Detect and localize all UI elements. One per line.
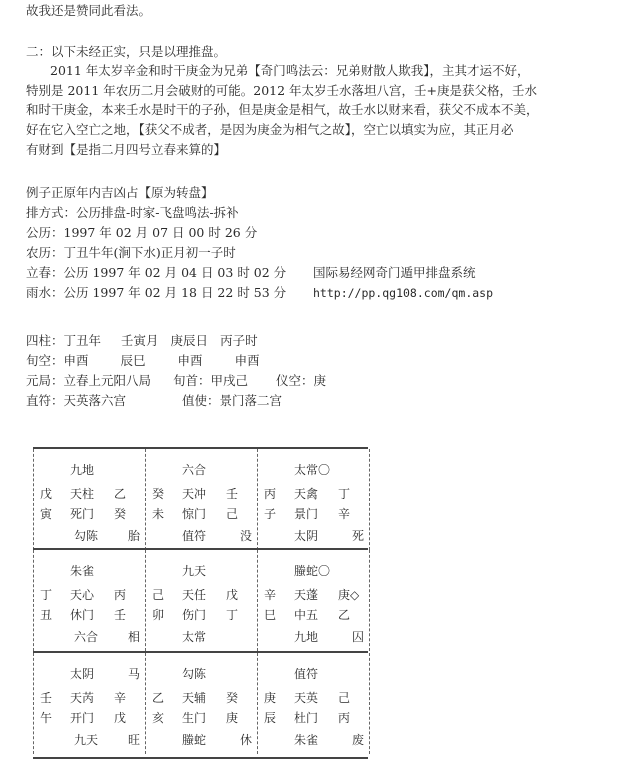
palace-cell: 值符 庚 天英 己 辰 杜门 丙 朱雀 废 — [257, 653, 370, 754]
paragraph-line: 2011 年太岁辛金和时干庚金为兄弟【奇门鸣法云：兄弟财散人欺我】，主其才运不好， — [50, 63, 530, 78]
palace-cell: 螣蛇〇 辛 天蓬 庚◇ 巳 中五 乙 九地 囚 — [257, 550, 370, 651]
xunkong-row: 旬空：申酉 辰巳 申酉 申酉 — [26, 353, 260, 368]
palace-cell: 勾陈 乙 天辅 癸 亥 生门 庚 螣蛇 休 — [145, 653, 257, 754]
gregorian-date: 公历：1997 年 02 月 07 日 00 时 26 分 — [26, 225, 258, 240]
chart-title: 例子正原年内吉凶占【原为转盘】 — [26, 185, 214, 200]
grid-row — [33, 449, 368, 550]
palace-cell: 六合 癸 天冲 壬 未 惊门 己 值符 没 — [145, 449, 257, 550]
yuanju-row: 元局：立春上元阳八局 旬首：甲戌己 仪空：庚 — [26, 373, 327, 388]
grid-row — [33, 548, 368, 651]
qimen-chart-grid — [33, 447, 368, 759]
zhifu-row: 直符：天英落六宫 值使：景门落二宫 — [26, 393, 283, 408]
paragraph-line: 和时干庚金，本来壬水是时干的子孙，但是庚金是相气，故壬水以财来看，获父不成本不美， — [26, 102, 539, 117]
paragraph-line: 故我还是赞同此看法。 — [26, 3, 152, 18]
palace-cell: 九地 戊 天柱 乙 寅 死门 癸 勾陈 胎 — [33, 449, 145, 550]
palace-cell: 太常〇 丙 天禽 丁 子 景门 辛 太阴 死 — [257, 449, 370, 550]
section-heading: 二：以下未经正实，只是以理推盘。 — [26, 44, 227, 59]
lichun-date: 立春：公历 1997 年 02 月 04 日 03 时 02 分 — [26, 265, 287, 280]
chart-method: 排方式：公历排盘-时家-飞盘鸣法-拆补 — [26, 205, 239, 220]
yushui-date: 雨水：公历 1997 年 02 月 18 日 22 时 53 分 — [26, 285, 287, 300]
sizhu-row: 四柱：丁丑年 壬寅月 庚辰日 丙子时 — [26, 333, 258, 348]
paragraph-line: 特别是 2011 年农历二月会破财的可能。2012 年太岁壬水落坦八宫，壬+庚是获父格，壬水 — [26, 83, 538, 98]
system-name: 国际易经网奇门遁甲排盘系统 — [313, 265, 476, 280]
system-url[interactable]: http://pp.qg108.com/qm.asp — [313, 286, 494, 300]
paragraph-line: 好在它入空亡之地，【获父不成者，是因为庚金为相气之故】，空亡以填实为应，其正月必 — [26, 122, 514, 137]
grid-row — [33, 651, 368, 754]
palace-cell: 九天 己 天任 戊 卯 伤门 丁 太常 — [145, 550, 257, 651]
palace-cell: 太阴 马 壬 天芮 辛 午 开门 戊 九天 旺 — [33, 653, 145, 754]
lunar-date: 农历：丁丑牛年(涧下水)正月初一子时 — [26, 245, 236, 260]
palace-cell: 朱雀 丁 天心 丙 丑 休门 壬 六合 相 — [33, 550, 145, 651]
paragraph-line: 有财到【是指二月四号立春来算的】 — [26, 142, 227, 157]
